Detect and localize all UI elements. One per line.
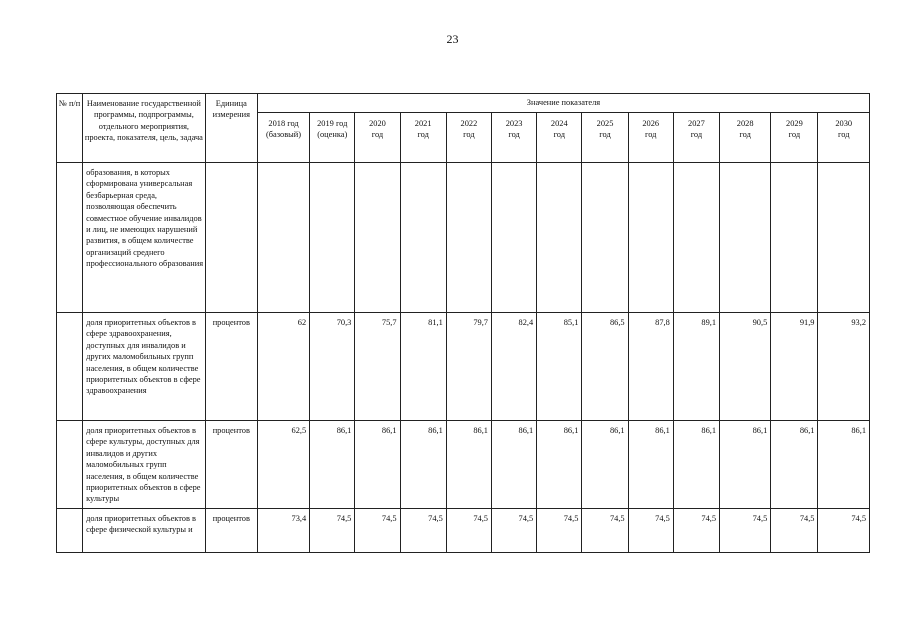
table-row <box>57 421 870 509</box>
row-value-cell: 86,1 <box>673 421 719 509</box>
row-value-cell: 74,5 <box>818 509 870 553</box>
header-year-label: 2024 <box>550 119 568 128</box>
row-value-cell: 74,5 <box>310 509 355 553</box>
header-year-note: год <box>553 130 565 140</box>
row-value-cell: 75,7 <box>355 313 400 421</box>
row-value-cell: 82,4 <box>491 313 536 421</box>
header-year-label: 2021 <box>414 119 432 128</box>
header-year-label: 2023 <box>505 119 523 128</box>
row-value-cell <box>720 163 771 313</box>
header-row <box>57 94 870 113</box>
row-name-cell: доля приоритетных объектов в сфере культуры, доступных для инвалидов и других маломобильных групп населения, в общем количестве приоритетных объектов в сфере культуры <box>83 421 206 509</box>
row-value-cell: 93,2 <box>818 313 870 421</box>
header-year-4 <box>446 113 491 163</box>
row-value-cell <box>582 163 628 313</box>
row-value-cell: 79,7 <box>446 313 491 421</box>
row-name-cell: доля приоритетных объектов в сфере физической культуры и <box>83 509 206 553</box>
row-value-cell: 74,5 <box>720 509 771 553</box>
header-year-note: год <box>417 130 429 140</box>
header-year-label: 2020 <box>369 119 386 128</box>
table-body <box>57 163 870 553</box>
row-value-cell: 86,1 <box>446 421 491 509</box>
row-value-cell <box>818 163 870 313</box>
row-value-cell: 62,5 <box>257 421 309 509</box>
row-unit-cell: процентов <box>205 313 257 421</box>
header-name: Наименование государственной программы, подпрограммы, отдельного мероприятия, проекта, показателя, цель, задача <box>83 94 206 163</box>
row-value-cell: 70,3 <box>310 313 355 421</box>
indicators-table <box>56 93 870 553</box>
header-year-note: (оценка) <box>317 130 348 140</box>
header-year-label: 2019 год <box>317 119 348 128</box>
row-value-cell <box>355 163 400 313</box>
page-number: 23 <box>446 32 459 46</box>
row-value-cell: 73,4 <box>257 509 309 553</box>
header-year-label: 2028 <box>736 119 754 128</box>
header-year-note: год <box>644 130 657 140</box>
header-year-note: год <box>599 130 611 140</box>
row-value-cell: 85,1 <box>537 313 582 421</box>
header-unit: Единица измерения <box>205 94 257 163</box>
header-year-5 <box>491 113 536 163</box>
row-value-cell: 89,1 <box>673 313 719 421</box>
row-unit-cell <box>205 163 257 313</box>
row-value-cell <box>491 163 536 313</box>
header-year-label: 2025 <box>596 119 614 128</box>
row-value-cell: 74,5 <box>355 509 400 553</box>
row-value-cell: 90,5 <box>720 313 771 421</box>
row-value-cell: 86,1 <box>491 421 536 509</box>
header-year-note: год <box>690 130 703 140</box>
row-name-cell: образования, в которых сформирована универсальная безбарьерная среда, позволяющая обеспечить совместное обучение инвалидов и лиц, не имеющих нарушений развития, в общем количестве организаций среднего профессионального образования <box>83 163 206 313</box>
table-row <box>57 509 870 553</box>
row-value-cell: 91,9 <box>771 313 818 421</box>
header-year-label: 2026 <box>642 119 660 128</box>
header-year-note: год <box>371 130 384 140</box>
header-year-9 <box>673 113 719 163</box>
row-value-cell: 74,5 <box>628 509 673 553</box>
row-value-cell: 86,1 <box>720 421 771 509</box>
row-value-cell: 74,5 <box>446 509 491 553</box>
header-year-7 <box>582 113 628 163</box>
header-value: Значение показателя <box>257 94 869 113</box>
row-value-cell: 74,5 <box>491 509 536 553</box>
header-year-note: год <box>838 130 850 140</box>
header-year-label: 2029 <box>786 119 803 128</box>
header-year-label: 2030 <box>835 119 853 128</box>
header-year-6 <box>537 113 582 163</box>
row-num-cell <box>57 313 83 421</box>
row-value-cell: 87,8 <box>628 313 673 421</box>
row-name-cell: доля приоритетных объектов в сфере здравоохранения, доступных для инвалидов и других маломобильных групп населения, в общем количестве приоритетных объектов в сфере здравоохранения <box>83 313 206 421</box>
row-unit-cell: процентов <box>205 421 257 509</box>
header-year-note: (базовый) <box>266 130 302 140</box>
row-value-cell <box>673 163 719 313</box>
header-year-2 <box>355 113 400 163</box>
row-num-cell <box>57 421 83 509</box>
header-year-0 <box>257 113 309 163</box>
header-year-note: год <box>508 130 520 140</box>
header-year-10 <box>720 113 771 163</box>
row-value-cell: 74,5 <box>537 509 582 553</box>
row-value-cell: 86,1 <box>310 421 355 509</box>
header-year-12 <box>818 113 870 163</box>
header-num: № п/п <box>57 94 83 163</box>
row-value-cell: 86,5 <box>582 313 628 421</box>
row-value-cell <box>537 163 582 313</box>
row-value-cell: 62 <box>257 313 309 421</box>
row-value-cell: 74,5 <box>673 509 719 553</box>
row-value-cell: 86,1 <box>582 421 628 509</box>
row-num-cell <box>57 163 83 313</box>
table-row <box>57 313 870 421</box>
row-value-cell <box>310 163 355 313</box>
row-value-cell: 86,1 <box>537 421 582 509</box>
row-unit-cell: процентов <box>205 509 257 553</box>
row-value-cell: 74,5 <box>771 509 818 553</box>
header-year-8 <box>628 113 673 163</box>
row-value-cell: 86,1 <box>400 421 446 509</box>
row-num-cell <box>57 509 83 553</box>
header-year-note: год <box>739 130 751 140</box>
header-year-3 <box>400 113 446 163</box>
row-value-cell: 86,1 <box>818 421 870 509</box>
header-year-11 <box>771 113 818 163</box>
row-value-cell: 81,1 <box>400 313 446 421</box>
row-value-cell: 86,1 <box>355 421 400 509</box>
row-value-cell <box>628 163 673 313</box>
header-year-label: 2027 <box>688 119 705 128</box>
header-year-1 <box>310 113 355 163</box>
header-year-label: 2022 <box>460 119 478 128</box>
row-value-cell: 74,5 <box>400 509 446 553</box>
header-year-note: год <box>463 130 475 140</box>
row-value-cell: 86,1 <box>771 421 818 509</box>
row-value-cell <box>771 163 818 313</box>
header-year-note: год <box>788 130 801 140</box>
row-value-cell: 86,1 <box>628 421 673 509</box>
row-value-cell: 74,5 <box>582 509 628 553</box>
table-row <box>57 163 870 313</box>
header-year-label: 2018 год <box>268 119 299 128</box>
row-value-cell <box>400 163 446 313</box>
row-value-cell <box>446 163 491 313</box>
row-value-cell <box>257 163 309 313</box>
